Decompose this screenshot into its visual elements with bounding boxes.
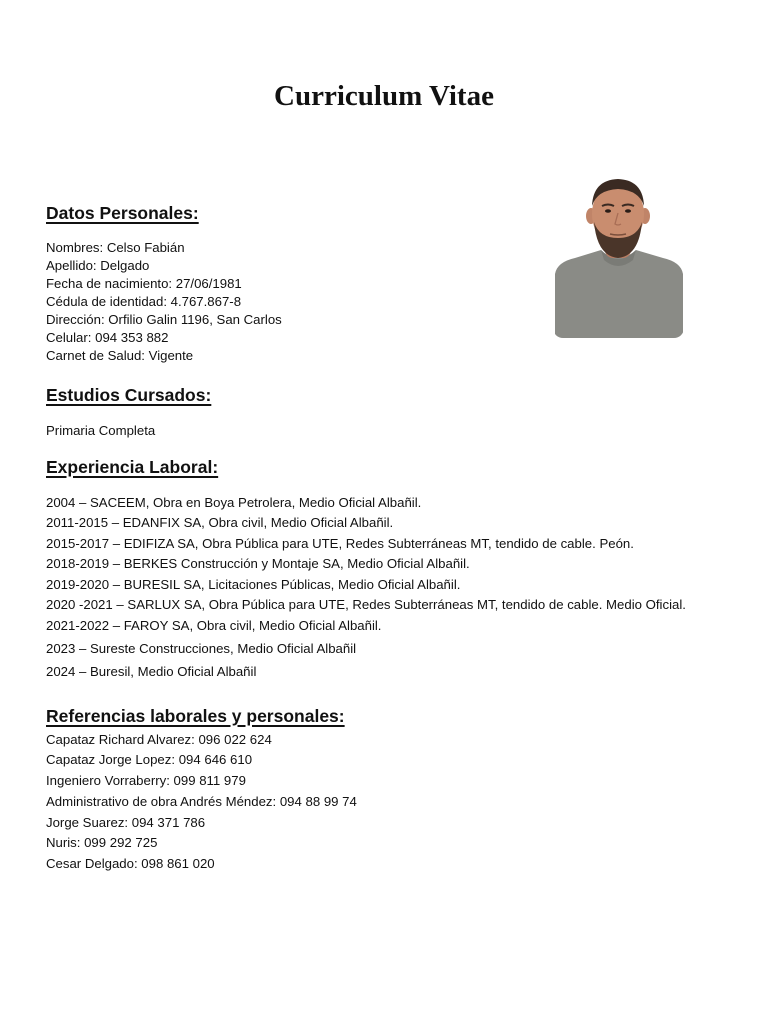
experience-item: 2024 – Buresil, Medio Oficial Albañil xyxy=(46,664,257,679)
experience-item: 2019-2020 – BURESIL SA, Licitaciones Públicas, Medio Oficial Albañil. xyxy=(46,577,461,592)
reference-item: Administrativo de obra Andrés Méndez: 094 88 99 74 xyxy=(46,794,357,809)
reference-item: Jorge Suarez: 094 371 786 xyxy=(46,815,206,830)
reference-item: Nuris: 099 292 725 xyxy=(46,835,158,850)
reference-item: Capataz Jorge Lopez: 094 646 610 xyxy=(46,752,253,767)
personal-birth-date: Fecha de nacimiento: 27/06/1981 xyxy=(46,276,242,291)
personal-data-heading: Datos Personales: xyxy=(46,203,199,223)
experience-heading: Experiencia Laboral: xyxy=(46,457,219,477)
reference-item: Cesar Delgado: 098 861 020 xyxy=(46,856,215,871)
profile-photo xyxy=(553,176,684,338)
experience-item: 2021-2022 – FAROY SA, Obra civil, Medio Oficial Albañil. xyxy=(46,618,382,633)
studies-heading: Estudios Cursados: xyxy=(46,385,212,405)
experience-item: 2020 -2021 – SARLUX SA, Obra Pública para UTE, Redes Subterráneas MT, tendido de cable. Medio Oficial. xyxy=(46,597,686,612)
document-title: Curriculum Vitae xyxy=(274,80,494,112)
personal-address: Dirección: Orfilio Galin 1196, San Carlos xyxy=(46,312,282,327)
references-heading: Referencias laborales y personales: xyxy=(46,706,345,726)
reference-item: Capataz Richard Alvarez: 096 022 624 xyxy=(46,732,272,747)
personal-phone: Celular: 094 353 882 xyxy=(46,330,169,345)
experience-item: 2004 – SACEEM, Obra en Boya Petrolera, Medio Oficial Albañil. xyxy=(46,495,422,510)
personal-id-number: Cédula de identidad: 4.767.867-8 xyxy=(46,294,242,309)
personal-last-name: Apellido: Delgado xyxy=(46,258,150,273)
experience-item: 2015-2017 – EDIFIZA SA, Obra Pública para UTE, Redes Subterráneas MT, tendido de cable. Peón. xyxy=(46,536,634,551)
personal-health-card: Carnet de Salud: Vigente xyxy=(46,348,194,363)
studies-item: Primaria Completa xyxy=(46,423,156,438)
reference-item: Ingeniero Vorraberry: 099 811 979 xyxy=(46,773,246,788)
experience-item: 2011-2015 – EDANFIX SA, Obra civil, Medio Oficial Albañil. xyxy=(46,515,394,530)
experience-item: 2023 – Sureste Construcciones, Medio Oficial Albañil xyxy=(46,641,357,656)
personal-first-name: Nombres: Celso Fabián xyxy=(46,240,185,255)
experience-item: 2018-2019 – BERKES Construcción y Montaje SA, Medio Oficial Albañil. xyxy=(46,556,470,571)
